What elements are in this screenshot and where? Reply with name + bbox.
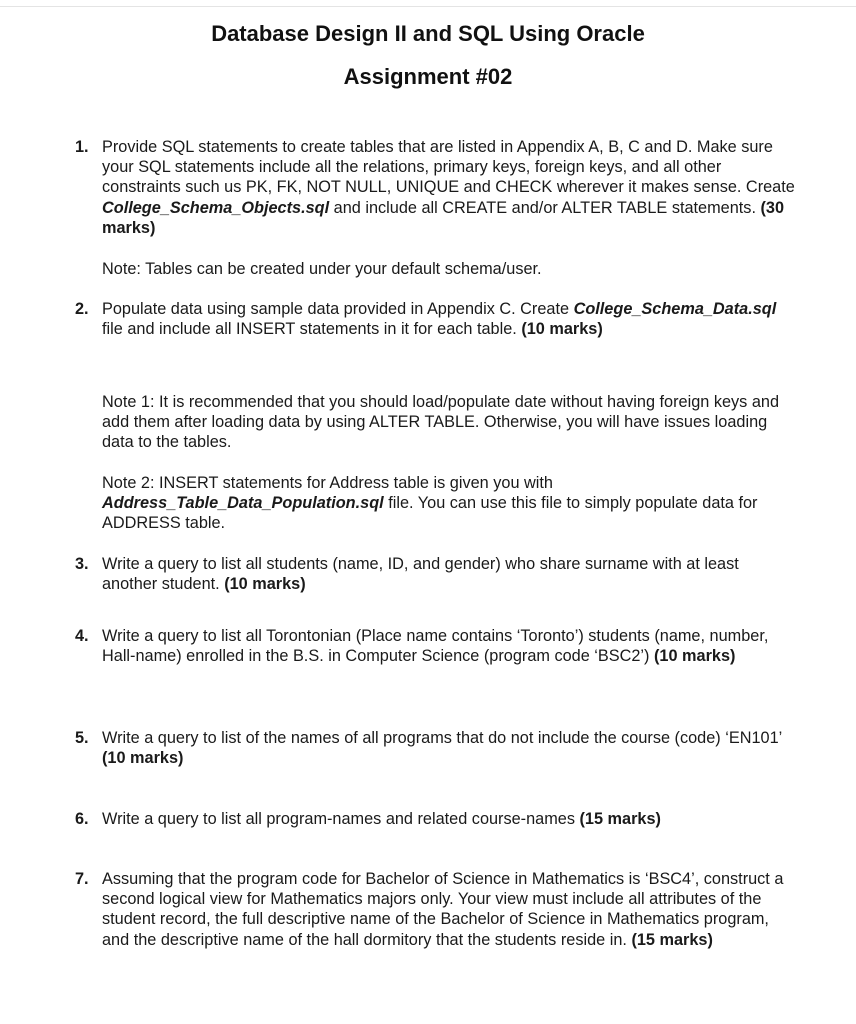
note-text-part: file. You can use this file to simply populate data for ADDRESS table.	[102, 494, 758, 533]
marks: (15 marks)	[579, 810, 661, 828]
question-number: 5.	[75, 729, 89, 747]
marks: (30 marks)	[102, 198, 785, 237]
note-text-part: Note 2: INSERT statements for Address table is given you with	[102, 474, 553, 492]
question-text-part: file and include all INSERT statements in it for each table.	[102, 320, 522, 339]
question-4	[75, 626, 795, 666]
question-number: 1.	[75, 138, 89, 156]
question-text-part: Write a query to list all program-names and related course-names	[102, 810, 580, 828]
question-5	[75, 728, 795, 768]
question-text-part: Write a query to list all students (name, ID, and gender) who share surname with at least another student.	[102, 555, 739, 594]
question-text-part: Assuming that the program code for Bachelor of Science in Mathematics is ‘BSC4’, construct a second logical view for Mathematics majors only. Your view must include all attributes of the student record, the full descriptive name of the Bachelor of Science in Mathematics program, and the descriptive name of the hall dormitory that the students reside in.	[102, 870, 784, 949]
file-name: College_Schema_Data.sql	[573, 300, 777, 318]
question-2-note-2	[102, 473, 802, 534]
question-6	[75, 809, 795, 829]
page-top-edge	[0, 6, 856, 7]
question-2-note-1: Note 1: It is recommended that you should load/populate date without having foreign keys and add them after loading data by using ALTER TABLE. Otherwise, you will have issues loading data to the tables.	[102, 393, 780, 452]
question-number: 4.	[75, 627, 89, 645]
question-text-part: Write a query to list all Torontonian (Place name contains ‘Toronto’) students (name, number, Hall-name) enrolled in the B.S. in Computer Science (program code ‘BSC2’)	[102, 627, 769, 666]
marks: (10 marks)	[224, 575, 306, 594]
question-text	[102, 137, 795, 238]
question-text-part: Provide SQL statements to create tables that are listed in Appendix A, B, C and D. Make sure your SQL statements include all the relations, primary keys, foreign keys, and all other constraints such us PK, FK, NOT NULL, UNIQUE and CHECK wherever it makes sense. Create	[102, 138, 795, 197]
question-2	[75, 299, 795, 339]
marks: (10 marks)	[654, 647, 736, 666]
document-title: Database Design II and SQL Using Oracle	[211, 21, 645, 46]
question-number: 2.	[75, 300, 89, 318]
question-text-part: Write a query to list of the names of all programs that do not include the course (code) ‘EN101’	[102, 729, 782, 747]
question-text	[102, 299, 795, 339]
file-name: College_Schema_Objects.sql	[102, 198, 330, 217]
question-1	[75, 137, 795, 238]
question-number: 6.	[75, 810, 89, 828]
marks: (10 marks)	[521, 320, 603, 339]
question-number: 3.	[75, 555, 89, 573]
question-7	[75, 869, 795, 950]
question-number: 7.	[75, 870, 89, 888]
marks: (10 marks)	[102, 749, 184, 768]
question-text-part: and include all CREATE and/or ALTER TABLE statements.	[329, 198, 761, 217]
question-text	[102, 809, 795, 829]
question-1-note: Note: Tables can be created under your default schema/user.	[102, 260, 542, 278]
file-name: Address_Table_Data_Population.sql	[102, 494, 384, 513]
question-text	[102, 728, 795, 768]
question-3	[75, 554, 795, 594]
assignment-subtitle: Assignment #02	[343, 64, 513, 89]
question-text-part: Populate data using sample data provided in Appendix C. Create	[102, 300, 574, 318]
question-text	[102, 869, 795, 950]
question-text	[102, 554, 795, 594]
marks: (15 marks)	[631, 930, 713, 949]
question-text	[102, 626, 795, 666]
